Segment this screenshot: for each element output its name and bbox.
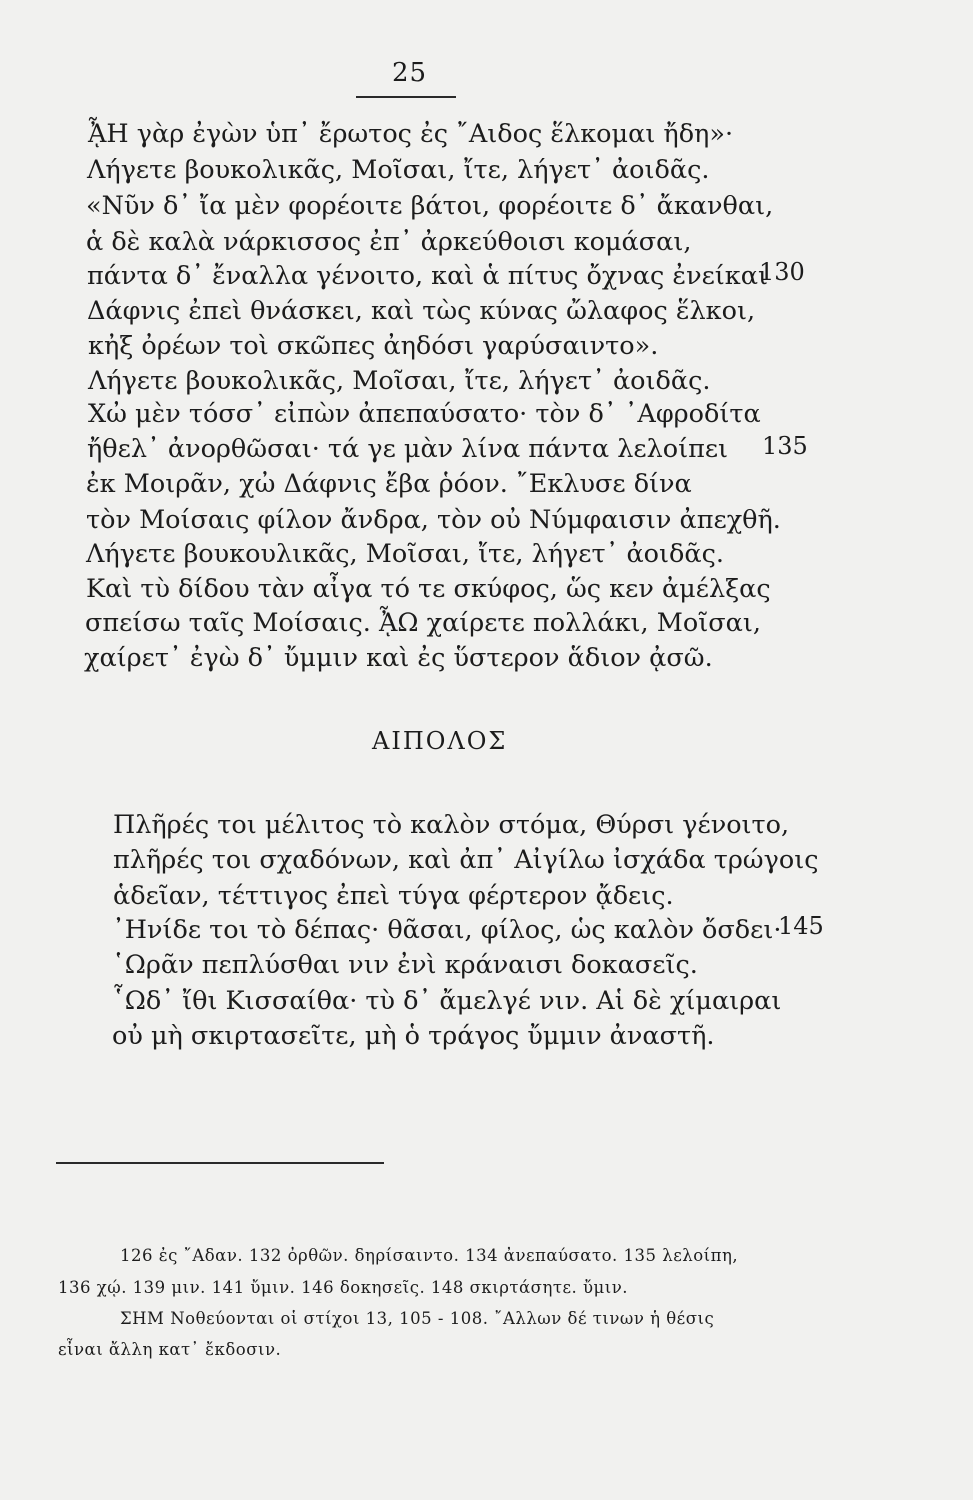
verse-line: Λήγετε βουκουλικᾶς, Μοῖσαι, ἴτε, λήγετ᾽ ἀοιδᾶς. [86,539,724,569]
verse-line: σπείσω ταῖς Μοίσαις. ᾎΩ χαίρετε πολλάκι, Μοῖσαι, [85,608,761,638]
verse-line: χαίρετ᾽ ἐγὼ δ᾽ ὔμμιν καὶ ἐς ὕστερον ἅδιον ᾀσῶ. [84,643,713,673]
footnote-line: εἶναι ἄλλη κατ᾽ ἔκδοσιν. [58,1340,282,1359]
verse-line: Χὠ μὲν τόσσ᾽ εἰπὼν ἀπεπαύσατο· τὸν δ᾽ ᾽Αφροδίτα [88,399,761,429]
verse-line: «Νῦν δ᾽ ἴα μὲν φορέοιτε βάτοι, φορέοιτε δ᾽ ἄκανθαι, [86,191,774,221]
verse-line: πάντα δ᾽ ἔναλλα γένοιτο, καὶ ἁ πίτυς ὄχνας ἐνείκαι [87,261,768,291]
page-number-rule [356,96,456,98]
verse-line: ἐκ Μοιρᾶν, χὠ Δάφνις ἔβα ῥόον. ῎Εκλυσε δίνα [86,469,692,499]
verse-line: Λήγετε βουκολικᾶς, Μοῖσαι, ἴτε, λήγετ᾽ ἀοιδᾶς. [87,155,710,185]
verse-line: Δάφνις ἐπεὶ θνάσκει, καὶ τὼς κύνας ὤλαφος ἕλκοι, [87,296,756,326]
verse-line: ᾎΗ γὰρ ἐγὼν ὑπ᾽ ἔρωτος ἐς ῎Αιδος ἕλκομαι ἤδη»· [88,119,734,149]
verse-line: Λήγετε βουκολικᾶς, Μοῖσαι, ἴτε, λήγετ᾽ ἀοιδᾶς. [88,366,711,396]
verse-line: οὐ μὴ σκιρτασεῖτε, μὴ ὁ τράγος ὔμμιν ἀναστῆ. [112,1021,715,1051]
footnote-line: 126 ἐς ῎Αδαν. 132 ὀρθῶν. δηρίσαιντο. 134 ἀνεπαύσατο. 135 λελοίπη, [120,1246,739,1265]
verse-line: ἁδεῖαν, τέττιγος ἐπεὶ τύγα φέρτερον ᾄδεις. [113,881,674,911]
line-number: 145 [778,912,824,940]
footnote-line: ΣΗΜ Νοθεύονται οἱ στίχοι 13, 105 - 108. ῎Αλλων δέ τινων ἡ θέσις [120,1309,715,1328]
verse-line: ἁ δὲ καλὰ νάρκισσος ἐπ᾽ ἀρκεύθοισι κομάσαι, [86,227,692,257]
page-number: 25 [392,58,428,88]
verse-line: Καὶ τὺ δίδου τὰν αἶγα τό τε σκύφος, ὥς κεν ἀμέλξας [86,574,771,604]
line-number: 130 [759,258,805,286]
section-heading: ΑΙΠΟΛΟΣ [372,727,508,755]
verse-line: ἤθελ᾽ ἀνορθῶσαι· τά γε μὰν λίνα πάντα λελοίπει [87,434,729,464]
footnote-rule [56,1162,384,1164]
verse-line: ῾Ωρᾶν πεπλύσθαι νιν ἐνὶ κράναισι δοκασεῖς. [112,950,698,980]
verse-line: ᾽Ηνίδε τοι τὸ δέπας· θᾶσαι, φίλος, ὡς καλὸν ὄσδει· [112,915,782,945]
verse-line: κἠξ ὀρέων τοὶ σκῶπες ἀηδόσι γαρύσαιντο». [88,331,659,361]
footnote-line: 136 χῴ. 139 μιν. 141 ὔμιν. 146 δοκησεῖς. 148 σκιρτάσητε. ὔμιν. [58,1278,628,1297]
verse-line: ῟Ωδ᾽ ἴθι Κισσαίθα· τὺ δ᾽ ἄμελγέ νιν. Αἱ δὲ χίμαιραι [112,986,782,1016]
verse-line: πλῆρές τοι σχαδόνων, καὶ ἀπ᾽ Αἰγίλω ἰσχάδα τρώγοις [113,845,819,875]
verse-line: Πλῆρές τοι μέλιτος τὸ καλὸν στόμα, Θύρσι γένοιτο, [113,810,790,840]
line-number: 135 [762,432,808,460]
verse-line: τὸν Μοίσαις φίλον ἄνδρα, τὸν οὐ Νύμφαισιν ἀπεχθῆ. [86,505,781,535]
